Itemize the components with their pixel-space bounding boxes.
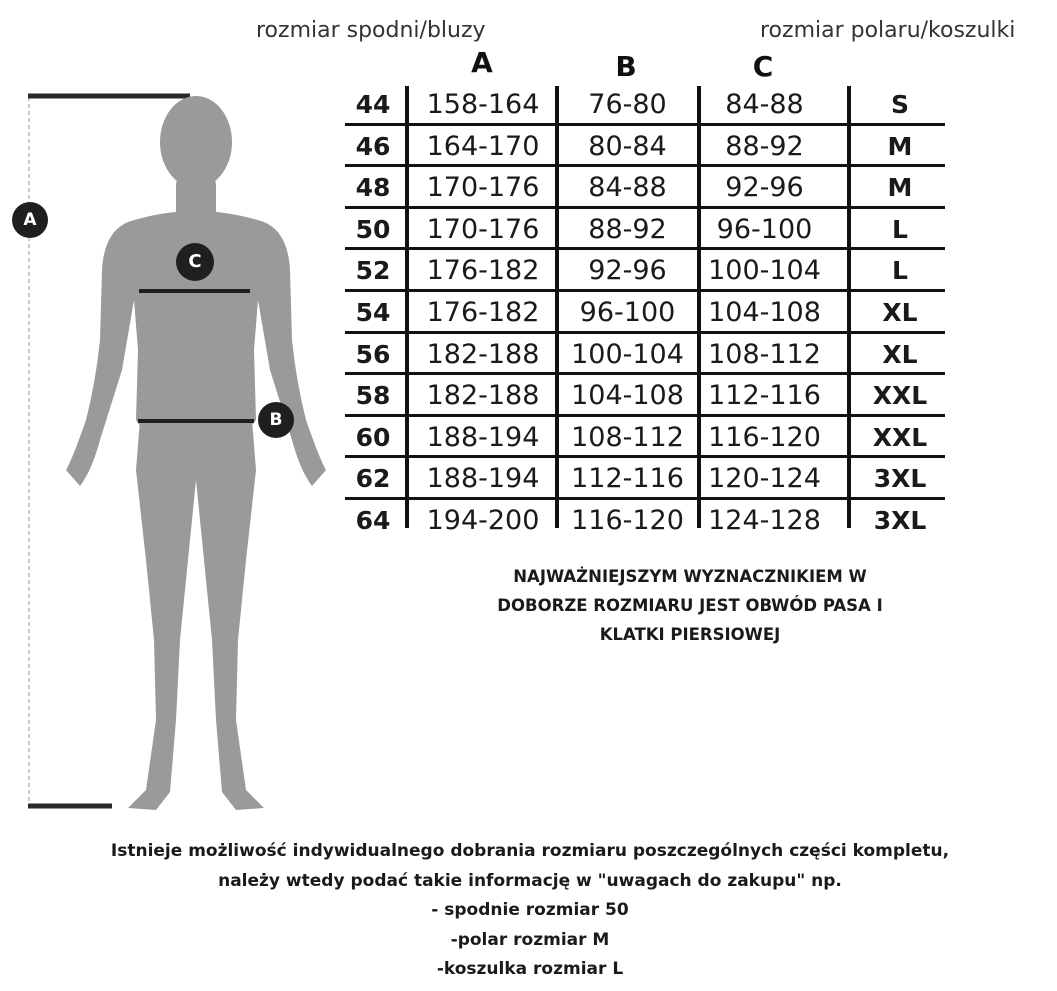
table-row xyxy=(345,458,945,500)
footer-example-shirt: -koszulka rozmiar L xyxy=(436,959,624,979)
marker-b-badge: B xyxy=(258,402,294,438)
letter-size: M xyxy=(887,131,913,161)
size-number: 52 xyxy=(355,256,391,286)
footer-example-fleece: -polar rozmiar M xyxy=(450,929,610,950)
height-range: 182-188 xyxy=(426,380,540,412)
custom-size-instructions xyxy=(20,837,1040,985)
size-number: 60 xyxy=(355,422,391,452)
column-a-header: A xyxy=(471,46,493,79)
chest-range: 116-120 xyxy=(708,421,821,453)
letter-size: XXL xyxy=(872,422,928,452)
chest-range: 104-108 xyxy=(708,296,821,328)
chest-range: 120-124 xyxy=(708,463,821,495)
height-range: 170-176 xyxy=(426,213,540,245)
size-number: 58 xyxy=(355,381,391,411)
letter-size: XL xyxy=(882,297,918,327)
chest-range: 88-92 xyxy=(725,130,804,162)
table-row xyxy=(345,250,945,292)
size-number: 64 xyxy=(355,505,391,535)
chest-range: 96-100 xyxy=(716,213,813,245)
size-number: 48 xyxy=(355,173,391,203)
waist-range: 96-100 xyxy=(579,296,676,328)
height-range: 164-170 xyxy=(426,130,540,162)
height-range: 188-194 xyxy=(426,421,540,453)
letter-size: 3XL xyxy=(873,464,927,494)
letter-size: XL xyxy=(882,339,918,369)
letter-size: L xyxy=(892,214,908,244)
letter-size: S xyxy=(890,90,909,119)
table-row xyxy=(345,334,945,376)
pants-sweatshirt-size-header: rozmiar spodni/bluzy xyxy=(256,18,486,43)
size-number: 54 xyxy=(355,297,391,327)
table-row xyxy=(345,417,945,459)
waist-range: 104-108 xyxy=(571,380,684,412)
size-number: 62 xyxy=(355,464,391,494)
body-measurement-figure xyxy=(0,80,340,820)
table-row xyxy=(345,209,945,251)
height-range: 158-164 xyxy=(426,89,540,120)
waist-range: 88-92 xyxy=(588,213,667,245)
size-number: 46 xyxy=(355,131,391,161)
chest-range: 108-112 xyxy=(708,338,821,370)
table-row xyxy=(345,292,945,334)
size-number: 50 xyxy=(355,214,391,244)
chest-range: 84-88 xyxy=(725,89,804,120)
table-row xyxy=(345,375,945,417)
table-row xyxy=(345,126,945,168)
fleece-shirt-size-header: rozmiar polaru/koszulki xyxy=(760,18,1016,43)
letter-size: 3XL xyxy=(873,505,927,535)
height-range: 176-182 xyxy=(426,255,540,287)
height-range: 182-188 xyxy=(426,338,540,370)
size-number: 56 xyxy=(355,339,391,369)
important-note xyxy=(380,562,1000,649)
height-range: 170-176 xyxy=(426,172,540,204)
waist-range: 112-116 xyxy=(571,463,684,495)
marker-a-badge: A xyxy=(12,202,48,238)
waist-range: 76-80 xyxy=(588,89,667,120)
chest-range: 100-104 xyxy=(708,255,821,287)
waist-range: 84-88 xyxy=(588,172,667,204)
letter-size: L xyxy=(892,256,908,286)
footer-line: należy wtedy podać takie informację w "uwagach do zakupu" np. xyxy=(218,870,842,891)
column-b-header: B xyxy=(615,50,637,83)
waist-range: 108-112 xyxy=(571,421,684,453)
table-row xyxy=(345,500,945,542)
footer-line: Istnieje możliwość indywidualnego dobrania rozmiaru poszczególnych części kompletu, xyxy=(110,841,950,861)
height-range: 194-200 xyxy=(426,504,540,536)
size-number: 44 xyxy=(355,90,391,119)
marker-c-badge: C xyxy=(176,243,214,281)
note-line: DOBORZE ROZMIARU JEST OBWÓD PASA I xyxy=(497,596,883,615)
height-range: 188-194 xyxy=(426,463,540,495)
human-silhouette-icon xyxy=(0,80,340,820)
chest-range: 112-116 xyxy=(708,380,821,412)
footer-example-pants: - spodnie rozmiar 50 xyxy=(431,900,629,920)
waist-range: 116-120 xyxy=(571,504,684,536)
height-range: 176-182 xyxy=(426,296,540,328)
letter-size: XXL xyxy=(872,381,928,411)
waist-range: 80-84 xyxy=(588,130,667,162)
waist-range: 92-96 xyxy=(588,255,667,287)
size-table xyxy=(345,84,945,542)
waist-range: 100-104 xyxy=(571,338,684,370)
letter-size: M xyxy=(887,173,913,203)
chest-range: 124-128 xyxy=(708,504,821,536)
table-row xyxy=(345,84,945,126)
column-c-header: C xyxy=(752,50,774,83)
table-row xyxy=(345,167,945,209)
note-line: KLATKI PIERSIOWEJ xyxy=(599,625,781,644)
note-line: NAJWAŻNIEJSZYM WYZNACZNIKIEM W xyxy=(513,567,867,586)
chest-range: 92-96 xyxy=(725,172,804,204)
